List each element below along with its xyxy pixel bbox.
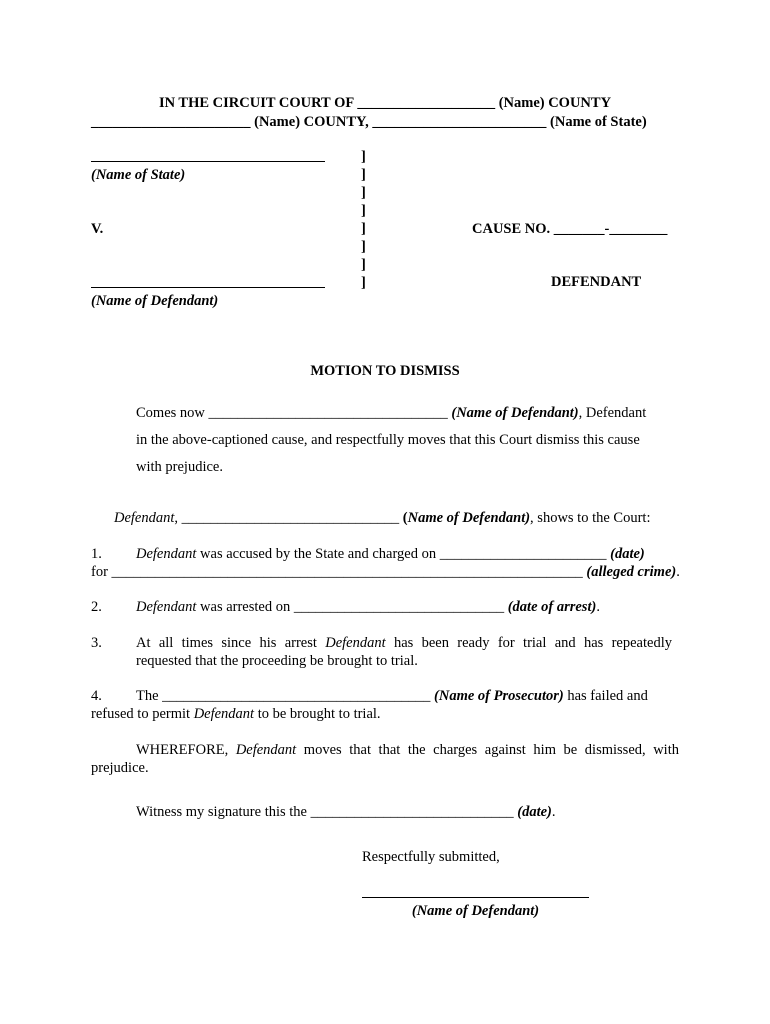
state-signature-rule [91, 161, 325, 162]
cause-label: CAUSE NO. [472, 221, 554, 237]
item-text: for [91, 564, 112, 580]
shows-text: , [174, 510, 182, 526]
item-2-line [136, 598, 600, 616]
signature-date-blank: ____________________________ [310, 804, 514, 820]
defendant-word: Defendant [193, 706, 255, 722]
state-label: (Name of State) [91, 167, 186, 183]
date-label: (date) [513, 804, 552, 820]
defendant-word: Defendant [114, 510, 175, 526]
versus-label: V. [91, 221, 104, 237]
item-text: . [596, 599, 600, 615]
item-number: 3. [91, 635, 102, 651]
wherefore-line-1 [136, 741, 679, 759]
defendant-word: Defendant [136, 599, 197, 615]
shows-text: ( [399, 510, 408, 526]
bracket: ] [361, 275, 366, 291]
witness-text: . [551, 804, 556, 820]
arrest-date-blank: _____________________________ [293, 599, 505, 615]
closing-text: Respectfully submitted, [362, 849, 500, 865]
item-number: 2. [91, 599, 102, 615]
item-text: . [676, 564, 680, 580]
caption-state-label: (Name of State) [546, 114, 647, 130]
state-name-blank: ________________________ [372, 114, 547, 130]
item-text: At all times since his arrest [136, 635, 326, 651]
county-name-blank: ______________________ [91, 114, 251, 130]
item-text: was accused by the State and charged on [196, 546, 440, 562]
shows-text: , shows to the Court: [530, 510, 651, 526]
intro-text: , Defendant [578, 405, 647, 421]
defendant-name-blank: _________________________________ [208, 405, 448, 421]
item-text: has been ready for trial and has repeatedly [385, 635, 672, 651]
wherefore-text: WHEREFORE, [136, 742, 236, 758]
date-label: (date) [606, 546, 645, 562]
defendant-label: (Name of Defendant) [91, 293, 219, 309]
document-title: MOTION TO DISMISS [310, 363, 460, 379]
caption-line-2 [91, 113, 647, 131]
witness-line [136, 803, 555, 821]
item-text: was arrested on [196, 599, 294, 615]
defendant-name-label: Name of Defendant) [407, 510, 531, 526]
bracket: ] [361, 203, 366, 219]
item-number: 4. [91, 688, 102, 704]
item-4-line-2 [91, 705, 381, 723]
defendant-word: Defendant [235, 742, 297, 758]
item-number: 1. [91, 546, 102, 562]
witness-text: Witness my signature this the [136, 804, 311, 820]
item-text: refused to permit [91, 706, 194, 722]
intro-line-2: in the above-captioned cause, and respectfully moves that this Court dismiss this cause [136, 432, 640, 448]
defendant-word: Defendant [136, 546, 197, 562]
caption-county-label: (Name) COUNTY [495, 95, 612, 111]
intro-line-1 [136, 404, 646, 422]
bracket: ] [361, 257, 366, 273]
prosecutor-label: (Name of Prosecutor) [430, 688, 564, 704]
item-1-line-1 [136, 545, 645, 563]
signature-name-label: (Name of Defendant) [411, 903, 540, 919]
court-county-blank: ___________________ [357, 95, 496, 111]
prosecutor-name-blank: _____________________________________ [162, 688, 431, 704]
item-1-line-2 [91, 563, 680, 581]
defendant-name-label: (Name of Defendant) [451, 405, 579, 421]
charge-date-blank: _______________________ [439, 546, 607, 562]
caption-line-1 [0, 94, 770, 112]
cause-number-blank: _______-________ [553, 221, 668, 237]
bracket: ] [361, 149, 366, 165]
defendant-word: Defendant [325, 635, 386, 651]
item-4-line-1 [136, 687, 648, 705]
bracket: ] [361, 167, 366, 183]
item-3-line-2: requested that the proceeding be brought to trial. [136, 653, 418, 669]
bracket: ] [361, 185, 366, 201]
caption-court-label: IN THE CIRCUIT COURT OF [158, 95, 358, 111]
alleged-crime-blank: _________________________________________________________________ [111, 564, 583, 580]
defendant-role-label: DEFENDANT [551, 274, 642, 290]
item-text: has failed and [563, 688, 648, 704]
intro-text: Comes now [136, 405, 209, 421]
wherefore-line-2: prejudice. [91, 760, 149, 776]
item-text: The [136, 688, 163, 704]
bracket: ] [361, 221, 366, 237]
shows-line [114, 509, 650, 527]
defendant-name-rule [91, 287, 325, 288]
signature-rule [362, 897, 589, 898]
bracket: ] [361, 239, 366, 255]
cause-number [472, 220, 667, 238]
alleged-crime-label: (alleged crime) [582, 564, 677, 580]
arrest-date-label: (date of arrest) [504, 599, 597, 615]
wherefore-text: moves that that the charges against him be dismissed, with [296, 742, 679, 758]
item-3-line-1 [136, 634, 672, 652]
defendant-name-blank: ______________________________ [181, 510, 400, 526]
item-text: to be brought to trial. [254, 706, 381, 722]
intro-line-3: with prejudice. [136, 459, 223, 475]
caption-county-label-2: (Name) COUNTY, [250, 114, 373, 130]
